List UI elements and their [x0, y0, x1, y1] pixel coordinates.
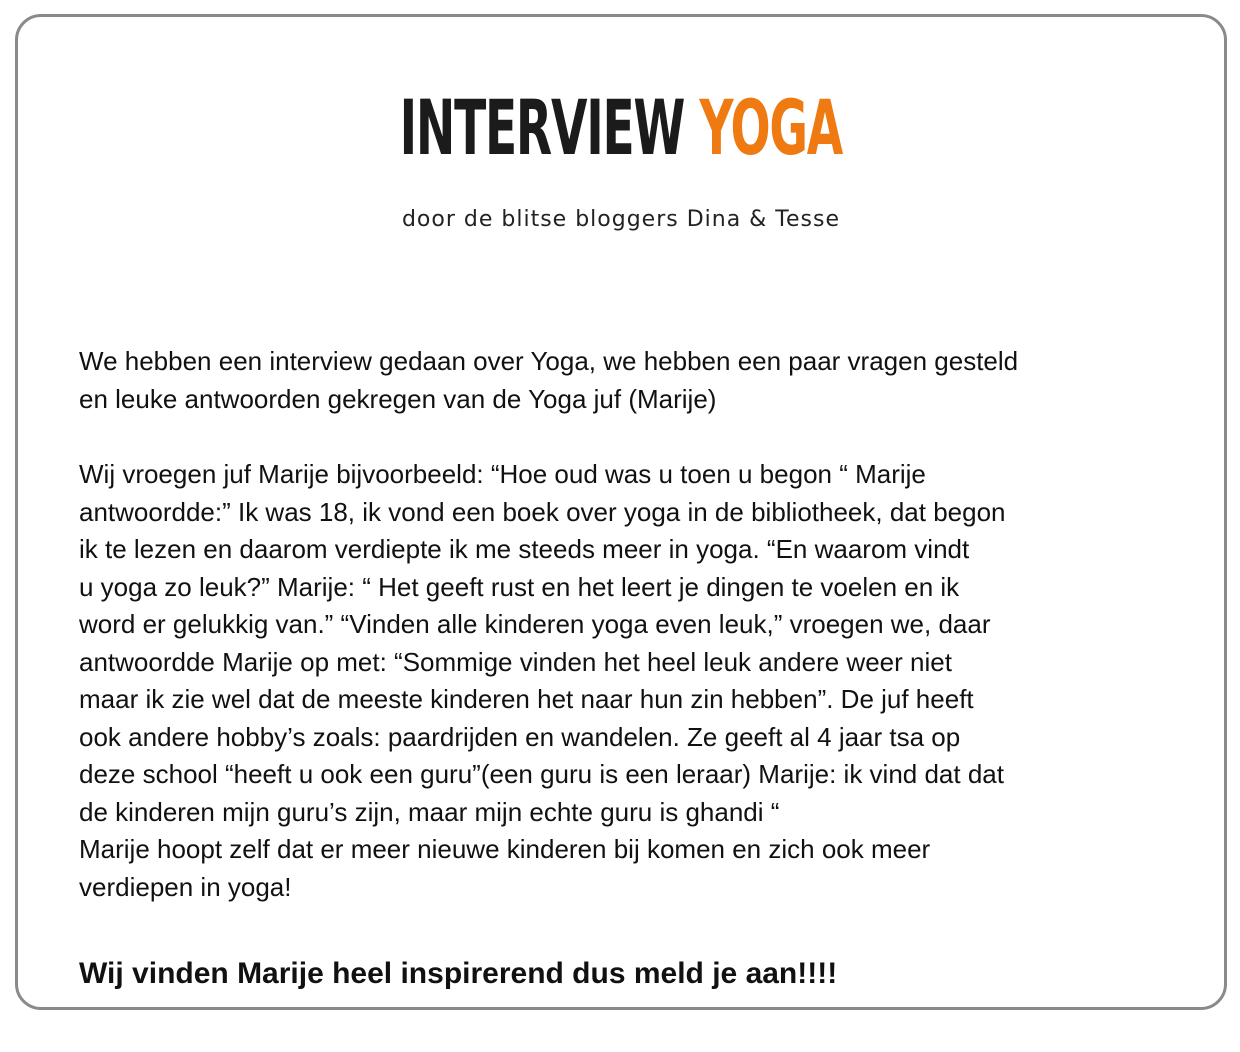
- byline: door de blitse bloggers Dina & Tesse: [401, 207, 841, 232]
- body-line: deze school “heeft u ook een guru”(een guru is een leraar) Marije: ik vind dat dat: [79, 759, 1004, 789]
- body-line: verdiepen in yoga!: [79, 871, 292, 902]
- body-line: Marije hoopt zelf dat er meer nieuwe kinderen bij komen en zich ook meer: [79, 834, 931, 864]
- page-title: [18, 83, 1224, 173]
- body-line: antwoordde:” Ik was 18, ik vond een boek over yoga in de bibliotheek, dat begon: [79, 496, 1006, 527]
- body-line: word er gelukkig van.” “Vinden alle kinderen yoga even leuk,” vroegen we, daar: [79, 609, 991, 639]
- closing-statement: Wij vinden Marije heel inspirerend dus meld je aan!!!!: [79, 957, 838, 990]
- body-line: antwoordde Marije op met: “Sommige vinden het heel leuk andere weer niet: [79, 646, 952, 677]
- intro-paragraph: [79, 343, 1179, 418]
- intro-line: We hebben een interview gedaan over Yoga, we hebben een paar vragen gesteld: [79, 346, 1019, 376]
- body-line: ook andere hobby’s zoals: paardrijden en wandelen. Ze geeft al 4 jaar tsa op: [79, 721, 961, 752]
- body-line: maar ik zie wel dat de meeste kinderen het naar hun zin hebben”. De juf heeft: [79, 684, 974, 714]
- title-word-interview: INTERVIEW: [399, 83, 685, 172]
- document-card: [15, 14, 1227, 1010]
- body-line: Wij vroegen juf Marije bijvoorbeeld: “Hoe oud was u toen u begon “ Marije: [79, 459, 926, 489]
- body-line: de kinderen mijn guru’s zijn, maar mijn echte guru is ghandi “: [79, 796, 780, 827]
- body-line: ik te lezen en daarom verdiepte ik me steeds meer in yoga. “En waarom vindt: [79, 534, 970, 564]
- intro-line: en leuke antwoorden gekregen van de Yoga juf (Marije): [79, 383, 717, 414]
- title-word-yoga: YOGA: [699, 83, 843, 172]
- body-line: u yoga zo leuk?” Marije: “ Het geeft rust en het leert je dingen te voelen en ik: [79, 571, 960, 602]
- interview-paragraph: [79, 456, 1179, 906]
